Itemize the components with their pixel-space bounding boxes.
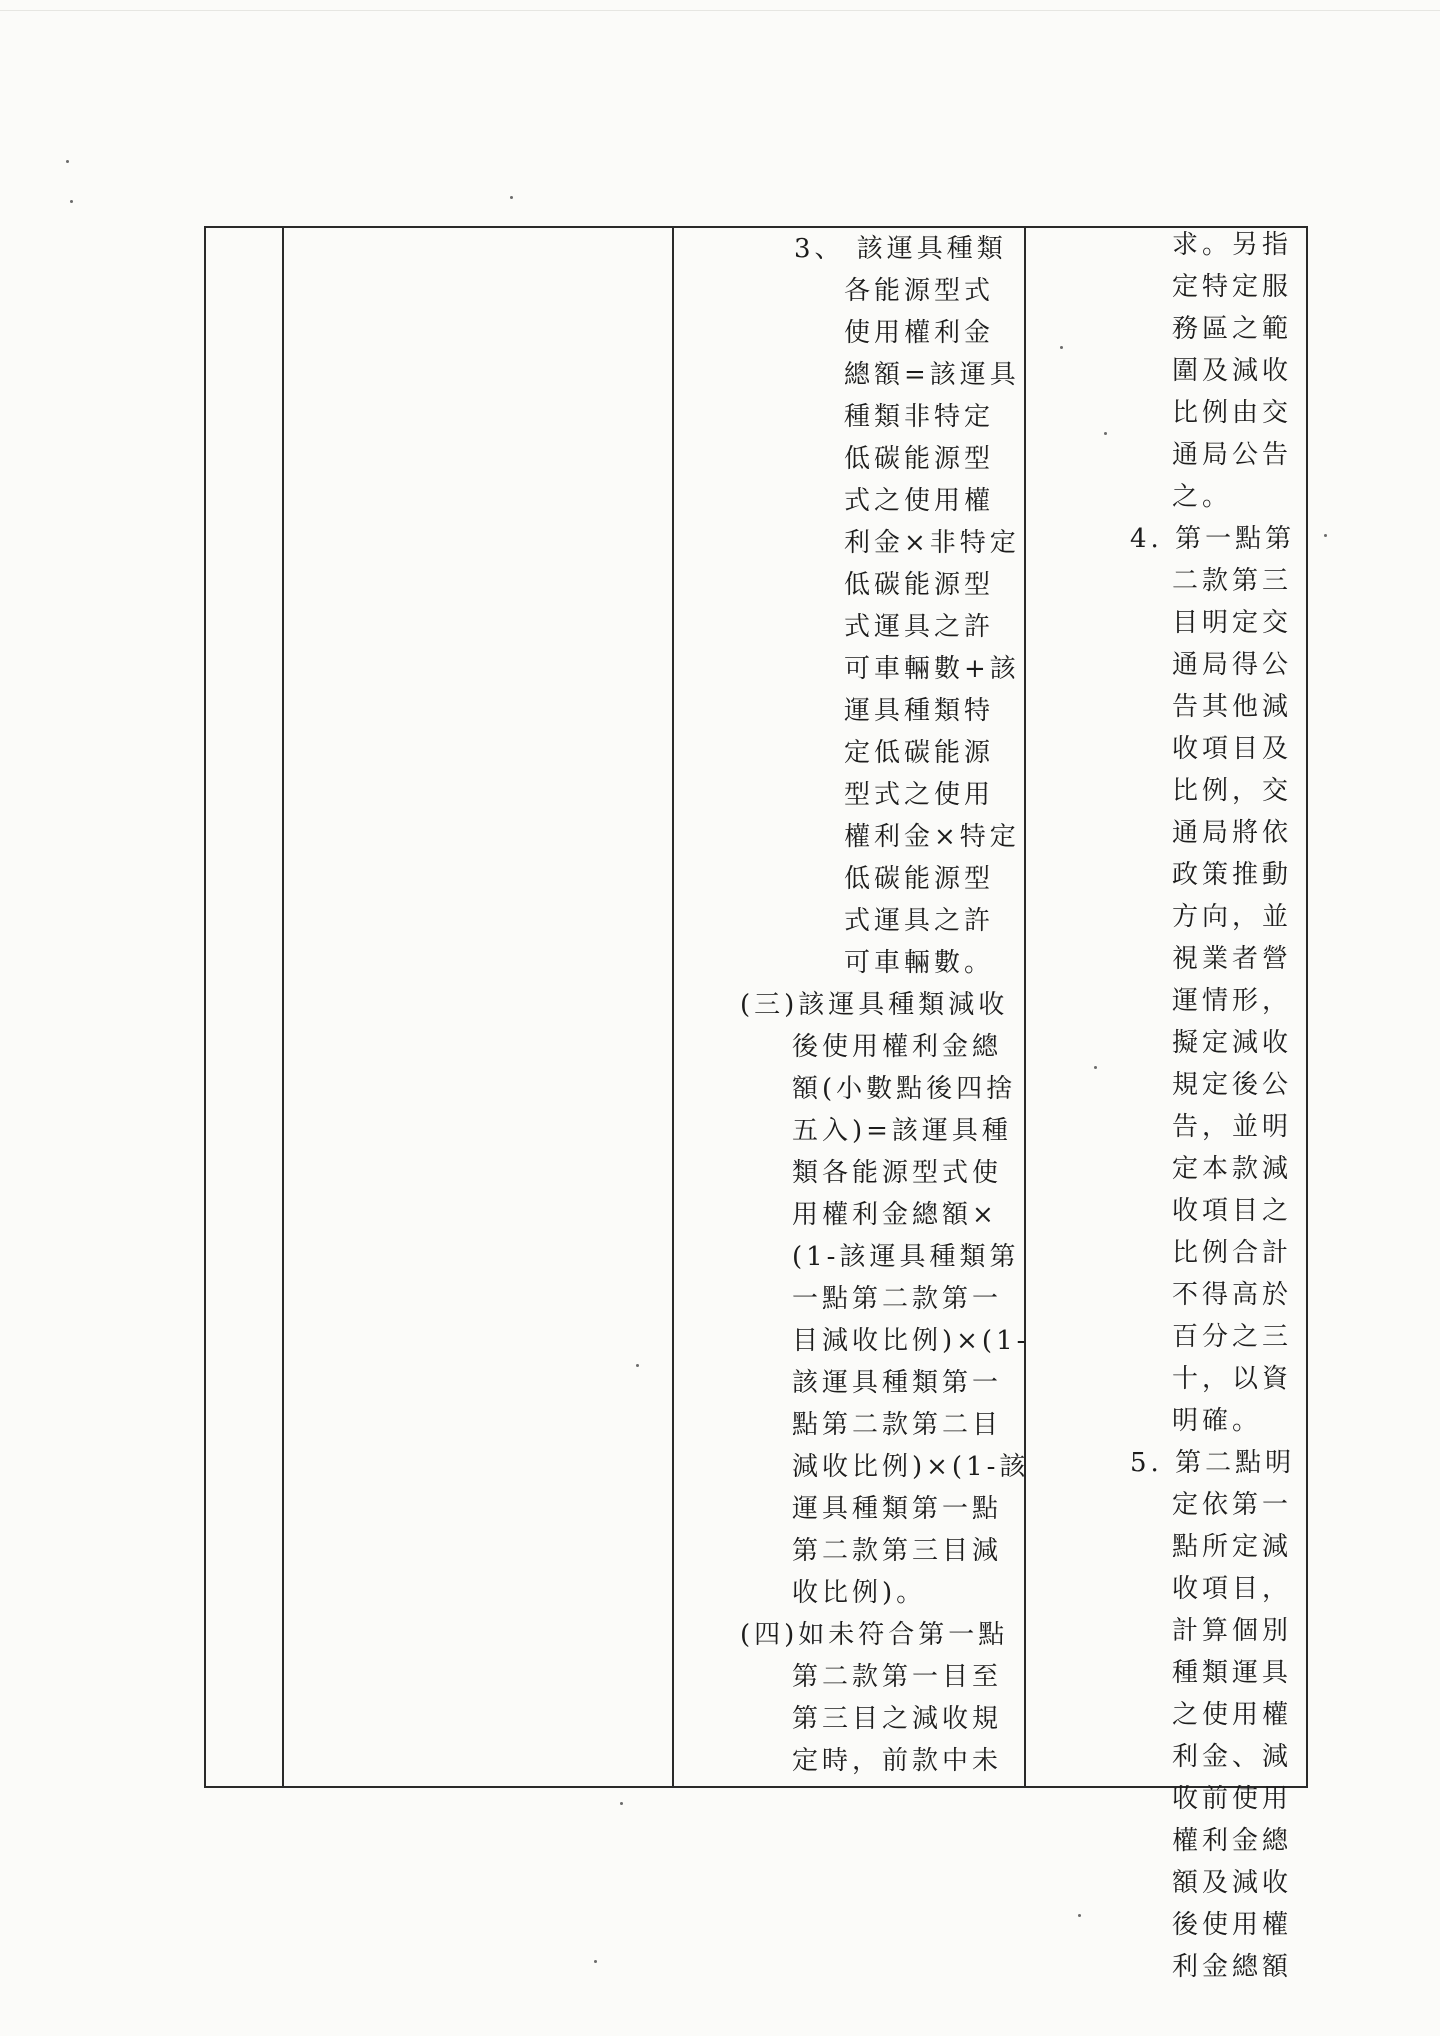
text-line: 告，並明	[1172, 1112, 1293, 1142]
text-line: (三)該運具種類減收	[740, 990, 1009, 1020]
text-line: 第二款第三目減	[792, 1536, 1003, 1566]
text-line: 定低碳能源	[844, 738, 995, 768]
text-line: 定依第一	[1172, 1490, 1293, 1520]
text-line: 擬定減收	[1172, 1028, 1293, 1058]
scan-speck	[636, 1364, 639, 1367]
text-line: 式運具之許	[844, 612, 995, 642]
text-line: 4. 第一點第	[1130, 524, 1296, 554]
text-line: 該運具種類第一	[792, 1368, 1003, 1398]
text-line: 式運具之許	[844, 906, 995, 936]
table-column-divider	[282, 226, 284, 1788]
text-line: 圍及減收	[1172, 356, 1293, 386]
text-line: 目明定交	[1172, 608, 1293, 638]
text-line: 用權利金總額×	[792, 1200, 998, 1230]
text-line: 視業者營	[1172, 944, 1293, 974]
text-line: 通局公告	[1172, 440, 1293, 470]
text-line: 百分之三	[1172, 1322, 1293, 1352]
scan-speck	[70, 200, 73, 203]
text-line: 一點第二款第一	[792, 1284, 1003, 1314]
table-column-explanation-text	[1100, 224, 1295, 1988]
text-line: 額及減收	[1172, 1868, 1293, 1898]
text-line: 可車輛數+該	[844, 654, 1020, 684]
text-line: 點所定減	[1172, 1532, 1293, 1562]
text-line: 計算個別	[1172, 1616, 1293, 1646]
scan-speck	[510, 196, 513, 199]
text-line: 點第二款第二目	[792, 1410, 1003, 1440]
text-line: 式之使用權	[844, 486, 995, 516]
text-line: 比例，交	[1172, 776, 1293, 806]
text-line: 低碳能源型	[844, 864, 995, 894]
text-line: 方向，並	[1172, 902, 1293, 932]
text-line: 之使用權	[1172, 1700, 1293, 1730]
text-line: 收前使用	[1172, 1784, 1293, 1814]
text-line: 種類非特定	[844, 402, 995, 432]
text-line: 後使用權利金總	[792, 1032, 1003, 1062]
scan-speck	[1094, 1066, 1097, 1069]
scan-speck	[1324, 534, 1327, 537]
text-line: 總額=該運具	[844, 360, 1020, 390]
text-line: 求。另指	[1172, 230, 1293, 260]
text-line: 通局將依	[1172, 818, 1293, 848]
scan-speck	[1104, 432, 1107, 435]
text-line: 明確。	[1172, 1406, 1263, 1436]
text-line: 權利金總	[1172, 1826, 1293, 1856]
text-line: 各能源型式	[844, 276, 995, 306]
text-line: 低碳能源型	[844, 444, 995, 474]
text-line: 比例由交	[1172, 398, 1293, 428]
text-line: 利金總額	[1172, 1952, 1293, 1982]
scan-speck	[1078, 1914, 1081, 1917]
text-line: 可車輛數。	[844, 948, 995, 978]
text-line: 目減收比例)×(1-	[792, 1326, 1030, 1356]
text-line: 不得高於	[1172, 1280, 1293, 1310]
text-line: 權利金×特定	[844, 822, 1020, 852]
text-line: 類各能源型式使	[792, 1158, 1003, 1188]
scan-edge-line	[0, 10, 1440, 11]
text-line: 收項目，	[1172, 1574, 1293, 1604]
text-line: 運情形，	[1172, 986, 1293, 1016]
text-line: 3、 該運具種類	[794, 234, 1007, 264]
text-line: 五入)=該運具種	[792, 1116, 1012, 1146]
table-column-formula-text	[740, 228, 1029, 1782]
text-line: (1-該運具種類第	[792, 1242, 1020, 1272]
text-line: 定時，前款中未	[792, 1746, 1003, 1776]
scan-speck	[594, 1960, 597, 1963]
text-line: 定本款減	[1172, 1154, 1293, 1184]
text-line: 規定後公	[1172, 1070, 1293, 1100]
text-line: 政策推動	[1172, 860, 1293, 890]
text-line: 利金×非特定	[844, 528, 1020, 558]
text-line: (四)如未符合第一點	[740, 1620, 1009, 1650]
text-line: 收比例)。	[792, 1578, 927, 1608]
scan-speck	[1060, 346, 1063, 349]
text-line: 使用權利金	[844, 318, 995, 348]
text-line: 低碳能源型	[844, 570, 995, 600]
text-line: 減收比例)×(1-該	[792, 1452, 1030, 1482]
text-line: 運具種類第一點	[792, 1494, 1003, 1524]
text-line: 種類運具	[1172, 1658, 1293, 1688]
text-line: 比例合計	[1172, 1238, 1293, 1268]
table-column-divider	[672, 226, 674, 1788]
text-line: 第三目之減收規	[792, 1704, 1003, 1734]
text-line: 5. 第二點明	[1130, 1448, 1296, 1478]
text-line: 通局得公	[1172, 650, 1293, 680]
text-line: 收項目之	[1172, 1196, 1293, 1226]
text-line: 運具種類特	[844, 696, 995, 726]
text-line: 定特定服	[1172, 272, 1293, 302]
scan-speck	[620, 1802, 623, 1805]
text-line: 型式之使用	[844, 780, 995, 810]
text-line: 額(小數點後四捨	[792, 1074, 1017, 1104]
text-line: 十，以資	[1172, 1364, 1293, 1394]
text-line: 二款第三	[1172, 566, 1293, 596]
text-line: 第二款第一目至	[792, 1662, 1003, 1692]
text-line: 收項目及	[1172, 734, 1293, 764]
scan-speck	[66, 160, 69, 163]
text-line: 後使用權	[1172, 1910, 1293, 1940]
text-line: 利金、減	[1172, 1742, 1293, 1772]
text-line: 務區之範	[1172, 314, 1293, 344]
text-line: 告其他減	[1172, 692, 1293, 722]
text-line: 之。	[1172, 482, 1233, 512]
